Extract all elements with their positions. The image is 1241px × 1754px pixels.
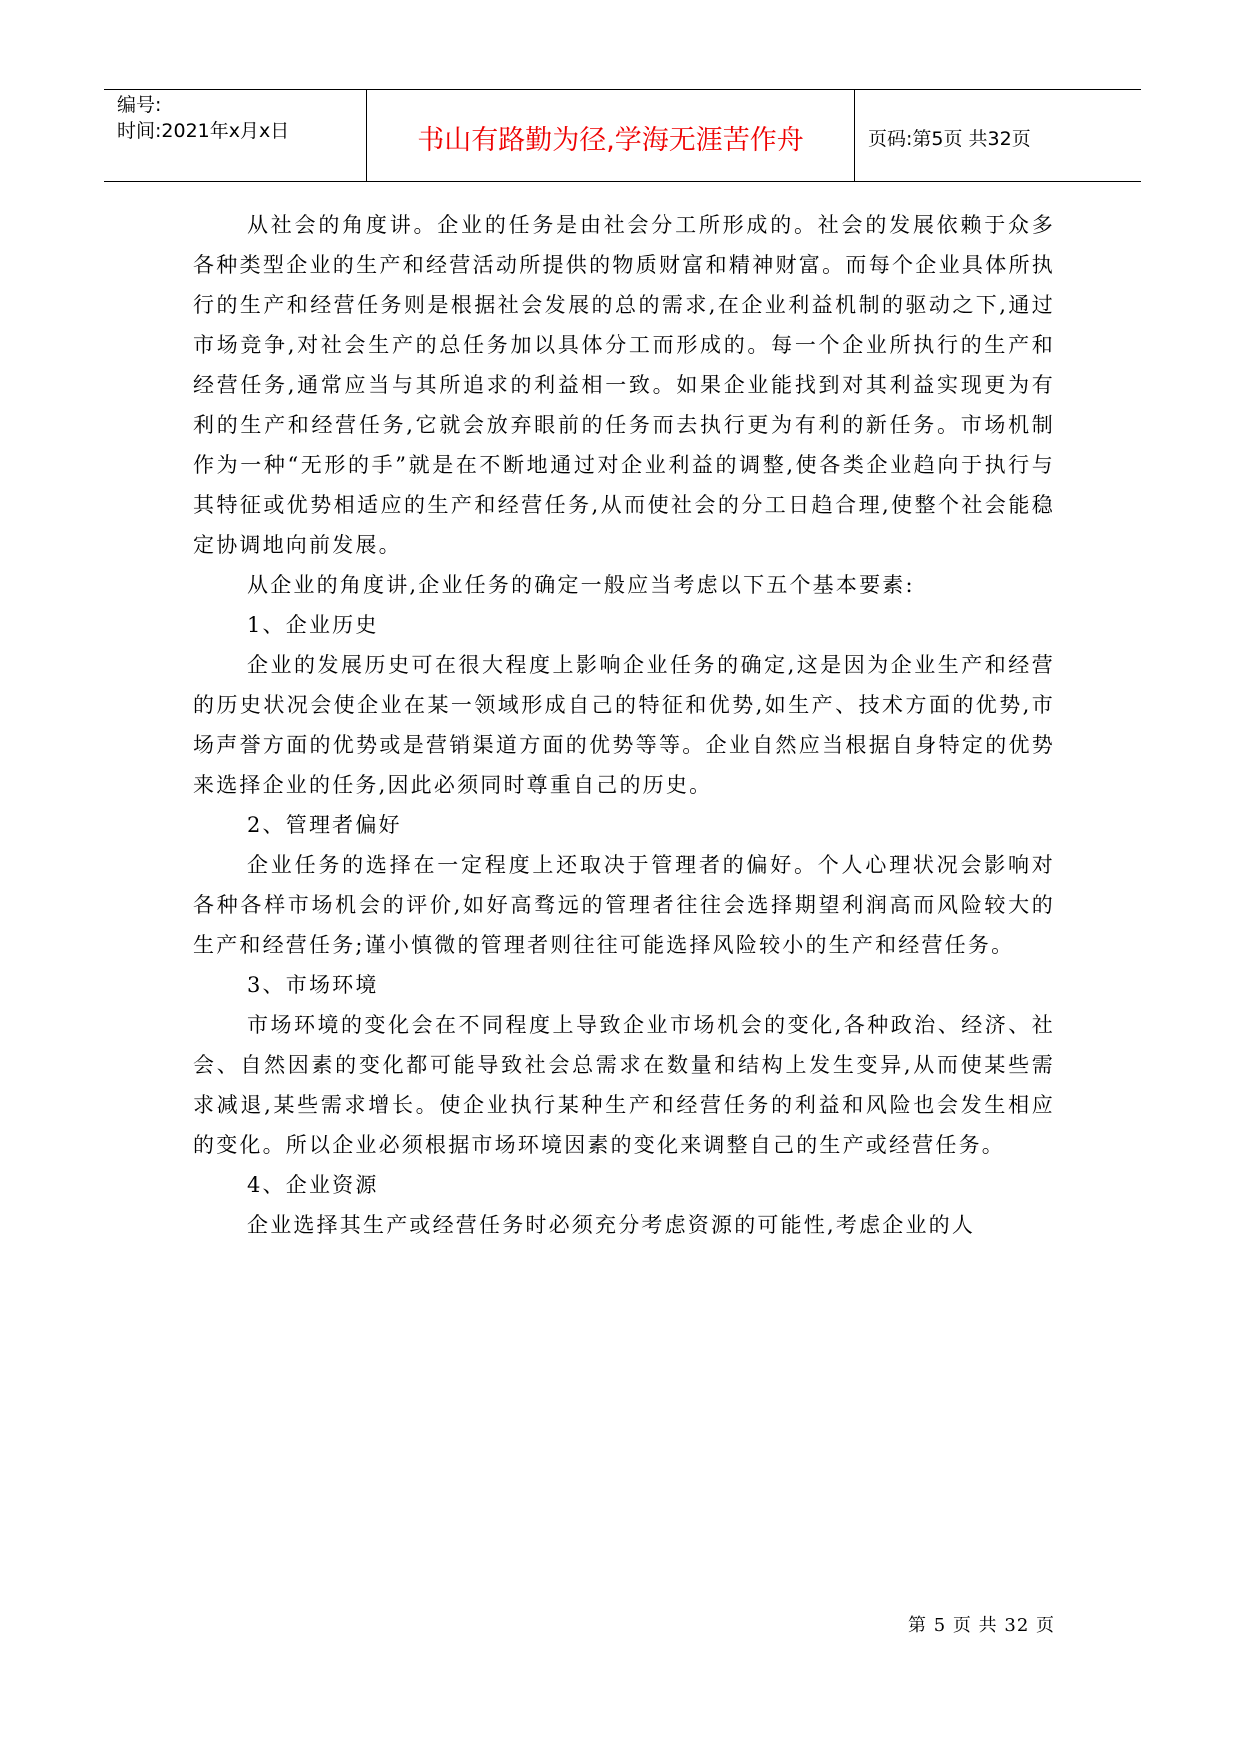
- heading-enterprise-history: 1、企业历史: [247, 613, 379, 637]
- paragraph-society-view: 从社会的角度讲。企业的任务是由社会分工所形成的。社会的发展依赖于众多各种类型企业的生产和经营活动所提供的物质财富和精神财富。而每个企业具体所执行的生产和经营任务则是根据社会发展的总的需求,在企业利益机制的驱动之下,通过市场竞争,对社会生产的总任务加以具体分工而形成的。每一个企业所执行的生产和经营任务,通常应当与其所追求的利益相一致。如果企业能找到对其利益实现更为有利的生产和经营任务,它就会放弃眼前的任务而去执行更为有利的新任务。市场机制作为一种“无形的手”就是在不断地通过对企业利益的调整,使各类企业趋向于执行与其特征或优势相适应的生产和经营任务,从而使社会的分工日趋合理,使整个社会能稳定协调地向前发展。: [193, 213, 1055, 557]
- document-number-label: 编号:: [117, 94, 162, 116]
- paragraph-enterprise-resources: 企业选择其生产或经营任务时必须充分考虑资源的可能性,考虑企业的人: [247, 1213, 976, 1237]
- page-footer-number: 第 5 页 共 32 页: [908, 1615, 1055, 1636]
- heading-market-environment: 3、市场环境: [247, 973, 379, 997]
- heading-manager-preference: 2、管理者偏好: [247, 813, 402, 837]
- paragraph-market-environment: 市场环境的变化会在不同程度上导致企业市场机会的变化,各种政治、经济、社会、自然因素的变化都可能导致社会总需求在数量和结构上发生变异,从而使某些需求减退,某些需求增长。使企业执行某种生产和经营任务的利益和风险也会发生相应的变化。所以企业必须根据市场环境因素的变化来调整自己的生产或经营任务。: [193, 1013, 1055, 1157]
- paragraph-enterprise-history: 企业的发展历史可在很大程度上影响企业任务的确定,这是因为企业生产和经营的历史状况会使企业在某一领域形成自己的特征和优势,如生产、技术方面的优势,市场声誉方面的优势或是营销渠道方面的优势等等。企业自然应当根据自身特定的优势来选择企业的任务,因此必须同时尊重自己的历史。: [193, 653, 1055, 797]
- heading-enterprise-resources: 4、企业资源: [247, 1173, 379, 1197]
- header-motto: 书山有路勤为径,学海无涯苦作舟: [367, 90, 855, 181]
- paragraph-enterprise-view: 从企业的角度讲,企业任务的确定一般应当考虑以下五个基本要素:: [247, 573, 915, 597]
- paragraph-manager-preference: 企业任务的选择在一定程度上还取决于管理者的偏好。个人心理状况会影响对各种各样市场机会的评价,如好高骛远的管理者往往会选择期望利润高而风险较大的生产和经营任务;谨小慎微的管理者则往往可能选择风险较小的生产和经营任务。: [193, 853, 1055, 957]
- header-page-number: 页码:第5页 共32页: [868, 128, 1031, 150]
- document-body: [193, 205, 1055, 1245]
- header-info-cell: [104, 90, 367, 181]
- document-time-label: 时间:2021年x月x日: [117, 120, 290, 142]
- page-header: [104, 89, 1141, 182]
